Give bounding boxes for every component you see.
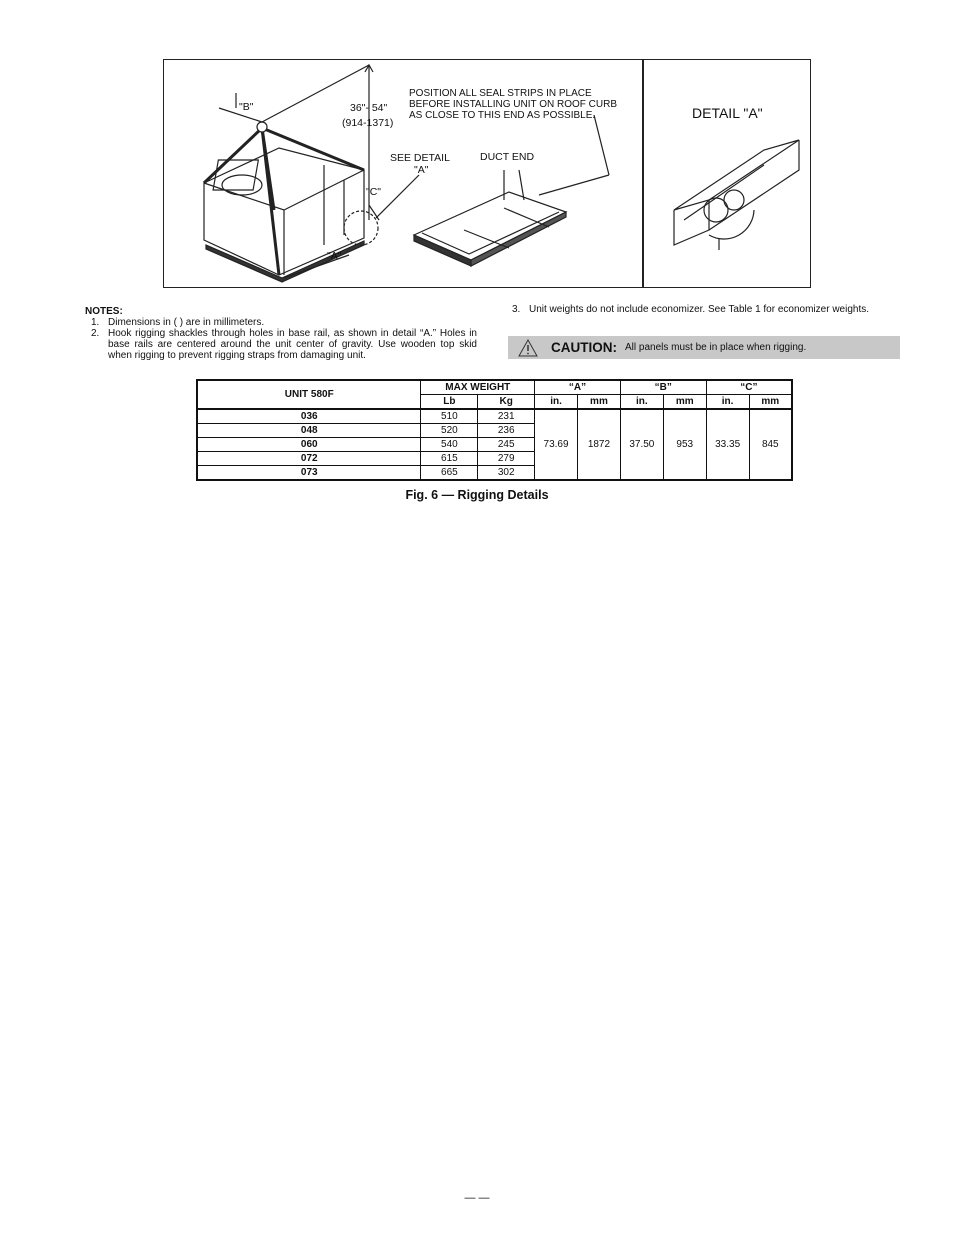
- header-c: “C”: [706, 380, 792, 395]
- header-a-in: in.: [535, 395, 578, 410]
- page-number: — —: [464, 1192, 490, 1204]
- table-row: [197, 409, 792, 424]
- kg-cell: 231: [478, 409, 535, 424]
- label-height-range: 36"- 54": [350, 102, 388, 114]
- roof-curb-illustration: [414, 115, 609, 266]
- kg-cell: 236: [478, 424, 535, 438]
- unit-cell: 073: [197, 466, 421, 481]
- note-item: [85, 328, 477, 361]
- b-mm-cell: 953: [663, 409, 706, 480]
- note-number: 2.: [91, 328, 100, 339]
- note-number: 3.: [512, 304, 521, 315]
- c-in-cell: 33.35: [706, 409, 749, 480]
- note-item: [85, 317, 477, 328]
- kg-cell: 302: [478, 466, 535, 481]
- label-seal-note-3: AS CLOSE TO THIS END AS POSSIBLE.: [409, 110, 596, 121]
- unit-cell: 048: [197, 424, 421, 438]
- header-lb: Lb: [421, 395, 478, 410]
- label-height-range-mm: (914-1371): [342, 117, 394, 129]
- b-in-cell: 37.50: [620, 409, 663, 480]
- a-mm-cell: 1872: [578, 409, 621, 480]
- unit-illustration: [204, 65, 419, 282]
- warning-triangle-icon: [518, 339, 538, 357]
- header-a-mm: mm: [578, 395, 621, 410]
- lb-cell: 665: [421, 466, 478, 481]
- lb-cell: 615: [421, 452, 478, 466]
- unit-cell: 060: [197, 438, 421, 452]
- note-number: 1.: [91, 317, 100, 328]
- label-a: "A": [327, 250, 342, 262]
- table-header-row: [197, 380, 792, 395]
- label-seal-note-2: BEFORE INSTALLING UNIT ON ROOF CURB: [409, 99, 617, 110]
- header-b-in: in.: [620, 395, 663, 410]
- header-kg: Kg: [478, 395, 535, 410]
- rigging-figure: [163, 59, 811, 288]
- lb-cell: 540: [421, 438, 478, 452]
- notes-section: [85, 306, 477, 361]
- detail-a-illustration: [674, 140, 799, 250]
- figure-divider: [642, 60, 644, 287]
- label-see-detail: SEE DETAIL: [390, 152, 450, 164]
- header-b-mm: mm: [663, 395, 706, 410]
- note-text: Dimensions in ( ) are in millimeters.: [108, 317, 265, 328]
- detail-a-title: DETAIL "A": [692, 105, 763, 121]
- label-seal-note-1: POSITION ALL SEAL STRIPS IN PLACE: [409, 88, 592, 99]
- figure-caption: Fig. 6 — Rigging Details: [405, 488, 549, 502]
- weights-table: [196, 379, 793, 481]
- header-c-in: in.: [706, 395, 749, 410]
- note-text: Hook rigging shackles through holes in base rail, as shown in detail “A.” Holes in base rails are centered around the unit center of gravity. Use wooden top skid when rigging to prevent rigging straps from damaging unit.: [108, 328, 477, 361]
- label-see-detail-a: "A": [414, 164, 429, 176]
- kg-cell: 245: [478, 438, 535, 452]
- label-c: "C": [366, 186, 382, 198]
- caution-title: CAUTION:: [551, 340, 617, 355]
- unit-cell: 036: [197, 409, 421, 424]
- notes-title: NOTES:: [85, 306, 123, 317]
- label-duct-end: DUCT END: [480, 151, 535, 163]
- unit-cell: 072: [197, 452, 421, 466]
- header-max-weight: MAX WEIGHT: [421, 380, 535, 395]
- lb-cell: 520: [421, 424, 478, 438]
- header-unit: UNIT 580F: [197, 380, 421, 409]
- header-a: “A”: [535, 380, 621, 395]
- caution-box: [508, 336, 900, 359]
- kg-cell: 279: [478, 452, 535, 466]
- c-mm-cell: 845: [749, 409, 792, 480]
- label-b: "B": [239, 101, 254, 113]
- a-in-cell: 73.69: [535, 409, 578, 480]
- caution-text: All panels must be in place when rigging.: [625, 342, 807, 353]
- note-text: Unit weights do not include economizer. See Table 1 for economizer weights.: [529, 304, 870, 315]
- header-b: “B”: [620, 380, 706, 395]
- note-item: [512, 304, 904, 315]
- lb-cell: 510: [421, 409, 478, 424]
- header-c-mm: mm: [749, 395, 792, 410]
